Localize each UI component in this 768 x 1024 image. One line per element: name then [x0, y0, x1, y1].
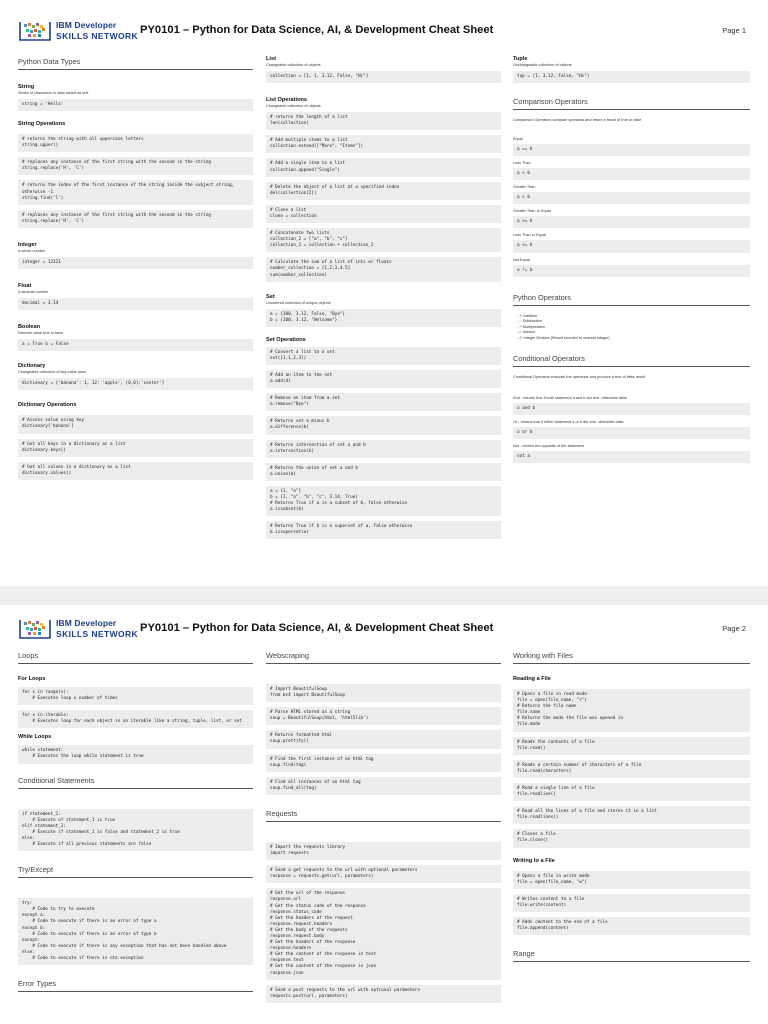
- code-block: # Send a post requests to the url with optional parameters requests.post(url, parameters): [266, 985, 501, 1003]
- code-block: integer = 12321: [18, 257, 253, 269]
- code-block: # Writes content to a file file.write(content): [513, 894, 750, 912]
- description: A decimal number: [18, 290, 49, 295]
- page-header: [18, 615, 750, 645]
- subheading: Float: [18, 283, 32, 290]
- operator-note: And - returns true if both statement a and b are true, otherwise false: [513, 395, 627, 400]
- description: Comparison Operators compare operands and return a result of true or false: [513, 118, 642, 123]
- section-heading: Error Types: [18, 979, 253, 992]
- subheading: String Operations: [18, 121, 66, 128]
- list-item: - //: Integer Division (Result rounded to nearest integer): [517, 336, 750, 342]
- operator-note: Or - returns true if either statement a or b are true, otherwise false: [513, 419, 624, 424]
- code-block: # replaces any instance of the first string with the second in the string string.replace('H', 'C'): [18, 210, 253, 228]
- code-block: # Add an item to the set a.add(4): [266, 370, 501, 388]
- operator-list: [517, 314, 750, 342]
- code-block: # Read a single line of a file file.readline(): [513, 783, 750, 801]
- code-block: # Returns the union of set a and b a.union(b): [266, 463, 501, 481]
- logo-line-2: SKILLS NETWORK: [56, 629, 139, 639]
- code-block: while statement: # Executes the loop while statement is true: [18, 745, 253, 763]
- section-heading: Conditional Operators: [513, 354, 750, 367]
- logo-line-2: SKILLS NETWORK: [56, 31, 139, 41]
- code-block: decimal = 3.14: [18, 298, 253, 310]
- code-block: # Convert a list to a set set([1,1,2,3]): [266, 347, 501, 365]
- operator-label: Less Than or Equal: [513, 233, 546, 238]
- code-block: # Add a single item to a list collection.append("Single"): [266, 158, 501, 176]
- code-block: a >= b: [513, 216, 750, 228]
- subheading: Integer: [18, 241, 37, 248]
- description: Unordered collection of unique objects: [266, 300, 331, 305]
- description: Conditional Operators evaluate the operands and produce a true of false result: [513, 374, 646, 379]
- code-block: # Adds content to the end of a file file.append(content): [513, 917, 750, 935]
- code-block: if statement_1: # Execute of statement_1 is true elif statement_2: # Execute if statement_1 is false and statement_2 is true else: # Execute if all previous statements are false: [18, 809, 253, 852]
- page-2: [0, 605, 768, 1024]
- code-block: # Get all values in a dictionary as a list dictionary.values(): [18, 462, 253, 480]
- column-2: [266, 649, 501, 1008]
- operator-label: Greater Than: [513, 185, 536, 190]
- code-block: a != b: [513, 265, 750, 277]
- code-block: # Get the url of the response response.url # Get the status code of the response response.status_code # Get the headers of the request response.request.headers # Get the body of the requests response.request.body # Get the headers of the response response.headers # Get the content of the response in text response.text # Get the content of the response in json response.json: [266, 888, 501, 979]
- code-block: # Calculate the sum of a list of ints or floats number_collection = [1,2,3,4.5] sum(number_collection): [266, 257, 501, 281]
- code-block: a == b: [513, 144, 750, 156]
- code-block: a < b: [513, 168, 750, 180]
- code-block: # Import BeautifulSoup from bs4 import BeautifulSoup: [266, 684, 501, 702]
- subheading: Writing to a File: [513, 857, 555, 864]
- subheading: Reading a File: [513, 676, 551, 682]
- operator-label: Less Than: [513, 161, 531, 166]
- code-block: # Find all instances of an html tag soup.find_all(tag): [266, 777, 501, 795]
- section-heading: Working with Files: [513, 651, 750, 664]
- operator-label: Greater Than or Equal: [513, 209, 551, 214]
- column-2: [266, 55, 501, 544]
- subheading: String: [18, 84, 35, 90]
- description: Discrete value true or false: [18, 331, 64, 336]
- description: Series of characters or data stored as text: [18, 91, 89, 95]
- code-block: # Find the first instance of an html tag soup.find(tag): [266, 754, 501, 772]
- code-block: # Reads a certain number of characters of a file file.read(characters): [513, 760, 750, 778]
- subheading: List Operations: [266, 97, 308, 104]
- code-block: # Returns True if b is a superset of a, false otherwise b.issuperset(a): [266, 521, 501, 539]
- logo-line-1: IBM Developer: [56, 20, 117, 30]
- list-item: - +: Addition: [517, 314, 750, 320]
- code-block: for x in iterable: # Executes loop for each object in an iterable like a string, tuple, list, or set: [18, 710, 253, 728]
- ibm-skills-network-logo: [18, 617, 139, 643]
- logo-line-1: IBM Developer: [56, 618, 117, 628]
- column-3: [513, 55, 750, 468]
- page-number: Page 2: [722, 624, 746, 633]
- subheading: Tuple: [513, 56, 528, 62]
- column-3: [513, 649, 750, 970]
- code-block: a <= b: [513, 240, 750, 252]
- operator-label: Equal: [513, 137, 523, 142]
- section-heading: Python Operators: [513, 293, 750, 306]
- code-block: # Add multiple items to a list collection.extend(["More", "Items"]): [266, 135, 501, 153]
- ibm-skills-network-logo: [18, 19, 139, 45]
- code-block: # returns the index of the first instance of the string inside the subject string, otherwise -1 string.find('l'): [18, 180, 253, 204]
- code-block: # Get all keys in a dictionary as a list dictionary.keys(): [18, 439, 253, 457]
- section-heading: Python Data Types: [18, 57, 253, 70]
- code-block: # Opens a file in write mode file = open(file_name, "w"): [513, 871, 750, 889]
- subheading: List: [266, 56, 276, 62]
- section-heading: Requests: [266, 809, 501, 822]
- operator-note: Not - returns the opposite of the statement: [513, 443, 585, 448]
- subheading: Dictionary Operations: [18, 402, 77, 409]
- logo-icon: [18, 19, 52, 43]
- list-item: - /: division: [517, 330, 750, 336]
- section-heading: Webscraping: [266, 651, 501, 664]
- column-1: [18, 649, 253, 1000]
- code-block: # Read all the lines of a file and stores it in a list file.readlines(): [513, 806, 750, 824]
- column-1: [18, 55, 253, 485]
- code-block: # Returns intersection of set a and b a.intersection(b): [266, 440, 501, 458]
- page-separator: [0, 586, 768, 605]
- code-block: dictionary = {'banana': 1, 12: 'apple', (0,0):'center'}: [18, 378, 253, 390]
- subheading: Dictionary: [18, 363, 46, 370]
- description: A whole number: [18, 248, 46, 253]
- code-block: for x in range(x): # Executes loop x number of times: [18, 687, 253, 705]
- document-title: PY0101 – Python for Data Science, AI, & Development Cheat Sheet: [140, 622, 494, 634]
- code-block: a = {100, 3.12, False, "Bye"} b = {100, 3.12, "Welcome"}: [266, 309, 501, 327]
- subheading: Boolean: [18, 324, 41, 331]
- code-block: # Returns formatted html soup.prettify(): [266, 730, 501, 748]
- subheading: While Loops: [18, 734, 52, 741]
- document-title: PY0101 – Python for Data Science, AI, & Development Cheat Sheet: [140, 24, 494, 36]
- page-header: [18, 17, 750, 47]
- code-block: # Concatenate two lists collection_2 = ["a", "b", "c"] collection_3 = collection + collection_2: [266, 228, 501, 252]
- section-heading: Comparison Operators: [513, 97, 750, 110]
- code-block: # returns the string with all uppercase letters string.upper(): [18, 134, 253, 152]
- code-block: a = True b = False: [18, 339, 253, 351]
- code-block: # replaces any instance of the first string with the second in the string string.replace('H', 'C'): [18, 157, 253, 175]
- code-block: # Import the requests library import requests: [266, 842, 501, 860]
- code-block: a > b: [513, 192, 750, 204]
- description: Unchangeable collection of objects: [513, 63, 572, 67]
- section-heading: Conditional Statements: [18, 776, 253, 789]
- code-block: # Send a get requests to the url with optional parameters response = requests.get(url, parameters): [266, 865, 501, 883]
- description: Changeable collection of key-value pairs: [18, 370, 87, 375]
- code-block: # Access value using key dictionary['banana']: [18, 415, 253, 433]
- logo-icon: [18, 617, 52, 641]
- description: Changeable collection of objects: [266, 63, 321, 67]
- code-block: a and b: [513, 403, 750, 415]
- code-block: # Parse HTML stored as a string soup = BeautifulSoup(html, 'html5lib'): [266, 707, 501, 725]
- subheading: Set: [266, 293, 275, 300]
- code-block: # Reads the contents of a file file.read(): [513, 737, 750, 755]
- list-item: - -: Subtraction: [517, 319, 750, 325]
- code-block: # Opens a file in read mode file = open(file_name, "r") # Returns the file name file.name # Returns the mode the file was opened in file.mode: [513, 689, 750, 732]
- section-heading: Loops: [18, 651, 253, 664]
- operator-label: Not Equal: [513, 257, 530, 262]
- code-block: # Closes a file file.close(): [513, 829, 750, 847]
- page-number: Page 1: [722, 26, 746, 35]
- description: Changeable collection of objects: [266, 104, 321, 109]
- code-block: # Remove an item from a set a.remove("Bye"): [266, 393, 501, 411]
- list-item: - *: Multiplication: [517, 325, 750, 331]
- subheading: Set Operations: [266, 336, 306, 343]
- code-block: try: # Code to try to execute except a: # Code to execute if there is an error of type a except b: # Code to execute if there is an error of type b except: # Code to execute if there is any exception that has not been handled above else: # Code to execute if there is nto exception: [18, 898, 253, 965]
- code-block: # returns the length of a list len(collection): [266, 112, 501, 130]
- code-block: a = {1, "a"} b = {1, "a", "b", "c", 3.14, True} # Returns True if a is a subset of b, false otherwise a.issubset(b): [266, 486, 501, 516]
- code-block: not a: [513, 451, 750, 463]
- code-block: # Clone a list clone = collection: [266, 205, 501, 223]
- subheading: For Loops: [18, 676, 46, 682]
- code-block: # Returns set a minus b a.difference(b): [266, 416, 501, 434]
- code-block: a or b: [513, 427, 750, 439]
- code-block: # Delete the object of a list at a specified index del(collection[2]): [266, 182, 501, 200]
- section-heading: Range: [513, 949, 750, 962]
- code-block: collection = [1, 1, 3.12, False, "Hi"]: [266, 71, 501, 83]
- code-block: tup = (1, 3.12, False, "Hi"): [513, 71, 750, 83]
- code-block: string = 'Hello': [18, 99, 253, 111]
- section-heading: Try/Except: [18, 865, 253, 878]
